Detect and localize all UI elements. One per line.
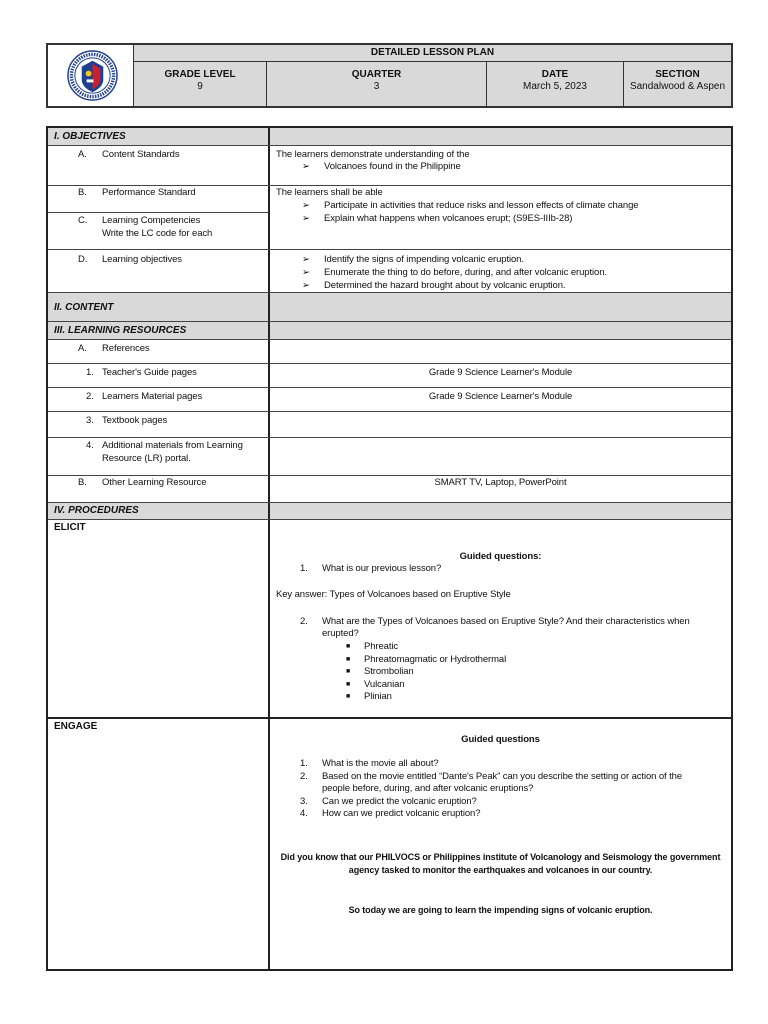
content-standards-row — [48, 146, 731, 186]
learners-material-num: 2. — [86, 391, 94, 402]
learners-material-row — [48, 388, 731, 412]
elicit-q2: What are the Types of Volcanoes based on Eruptive Style? And their characteristics when — [322, 616, 690, 627]
list-item: ■ Phreatic — [346, 641, 399, 652]
elicit-q1-num: 1. — [300, 563, 308, 574]
engage-q4: How can we predict volcanic eruption? — [322, 808, 481, 819]
section-label: SECTION — [655, 69, 700, 80]
engage-q3-num: 3. — [300, 796, 308, 807]
procedures-heading: IV. PROCEDURES — [48, 503, 270, 519]
engage-label: ENGAGE — [48, 719, 270, 969]
textbook-label: Textbook pages — [102, 415, 168, 426]
textbook-num: 3. — [86, 415, 94, 426]
content-heading: II. CONTENT — [48, 293, 270, 321]
date-value: March 5, 2023 — [523, 81, 587, 92]
content-heading-row — [48, 293, 731, 322]
additional-materials-num: 4. — [86, 440, 94, 451]
arrow-bullet-icon: ➢ — [302, 200, 310, 211]
additional-materials-label-2: Resource (LR) portal. — [102, 453, 191, 464]
learning-objectives-label: Learning objectives — [102, 254, 182, 265]
elicit-guided-heading: Guided questions: — [459, 551, 542, 562]
lesson-plan-title: DETAILED LESSON PLAN — [134, 45, 731, 62]
engage-q1: What is the movie all about? — [322, 758, 439, 769]
performance-standard-row — [48, 186, 731, 214]
objectives-heading: I. OBJECTIVES — [48, 128, 270, 145]
today-statement: So today we are going to learn the impending signs of volcanic eruption. — [348, 905, 653, 915]
resources-heading-row — [48, 322, 731, 340]
engage-q2-cont: people before, during, and after volcanic eruptions? — [322, 783, 534, 794]
square-bullet-icon: ■ — [346, 681, 351, 688]
learning-objectives-row — [48, 250, 731, 293]
arrow-bullet-icon: ➢ — [302, 280, 310, 291]
elicit-key-answer: Key answer: Types of Volcanoes based on Eruptive Style — [276, 589, 511, 600]
engage-q4-num: 4. — [300, 808, 308, 819]
elicit-q1: What is our previous lesson? — [322, 563, 442, 574]
date-cell — [487, 62, 624, 106]
list-item: ■ Strombolian — [346, 666, 414, 677]
list-item: ➢ Volcanoes found in the Philippine — [302, 161, 461, 172]
list-item: ■ Vulcanian — [346, 679, 405, 690]
engage-guided-heading: Guided questions — [461, 734, 540, 745]
learning-competencies-row — [48, 212, 731, 250]
learning-objectives-letter: D. — [78, 254, 88, 265]
lesson-plan-header — [46, 43, 733, 108]
learning-competencies-letter: C. — [78, 215, 88, 226]
list-item: ■ Plinian — [346, 691, 392, 702]
engage-q2-num: 2. — [300, 771, 308, 782]
elicit-row — [48, 520, 731, 719]
textbook-row — [48, 412, 731, 438]
teachers-guide-row — [48, 364, 731, 388]
square-bullet-icon: ■ — [346, 693, 351, 700]
arrow-bullet-icon: ➢ — [302, 267, 310, 278]
teachers-guide-value: Grade 9 Science Learner's Module — [428, 367, 573, 378]
square-bullet-icon: ■ — [346, 643, 351, 650]
references-label: References — [102, 343, 150, 354]
references-row — [48, 340, 731, 364]
teachers-guide-label: Teacher's Guide pages — [102, 367, 197, 378]
grade-level-cell — [134, 62, 267, 106]
learning-competencies-label: Learning Competencies — [102, 215, 201, 226]
performance-standard-letter: B. — [78, 187, 87, 198]
learners-material-value: Grade 9 Science Learner's Module — [428, 391, 573, 402]
other-resource-value: SMART TV, Laptop, PowerPoint — [434, 477, 567, 488]
list-item: ➢ Enumerate the thing to do before, during, and after volcanic eruption. — [302, 267, 607, 278]
list-item: ➢ Explain what happens when volcanoes erupt; (S9ES-IIIb-28) — [302, 213, 573, 224]
additional-materials-label: Additional materials from Learning — [102, 440, 243, 451]
list-item: ■ Phreatomagmatic or Hydrothermal — [346, 654, 507, 665]
list-item: ➢ Participate in activities that reduce risks and lesson effects of climate change — [302, 200, 639, 211]
seal-cell — [48, 45, 134, 106]
learning-competencies-note: Write the LC code for each — [102, 228, 213, 239]
learners-material-label: Learners Material pages — [102, 391, 203, 402]
content-standards-letter: A. — [78, 149, 87, 160]
performance-standard-intro: The learners shall be able — [276, 187, 383, 198]
square-bullet-icon: ■ — [346, 656, 351, 663]
engage-q3: Can we predict the volcanic eruption? — [322, 796, 477, 807]
did-you-know-line-1: Did you know that our PHILVOCS or Philippines institute of Volcanology and Seismology the government — [280, 852, 721, 862]
other-resource-label: Other Learning Resource — [102, 477, 207, 488]
arrow-bullet-icon: ➢ — [302, 213, 310, 224]
grade-level-value: 9 — [197, 81, 203, 92]
content-standards-intro: The learners demonstrate understanding of the — [276, 149, 470, 160]
quarter-cell — [267, 62, 487, 106]
list-item: ➢ Identify the signs of impending volcanic eruption. — [302, 254, 524, 265]
grade-level-label: GRADE LEVEL — [164, 69, 236, 80]
lesson-plan-table — [46, 126, 733, 971]
performance-standard-label: Performance Standard — [102, 187, 196, 198]
date-label: DATE — [541, 69, 569, 80]
other-resource-row — [48, 476, 731, 503]
section-value: Sandalwood & Aspen — [629, 81, 726, 92]
square-bullet-icon: ■ — [346, 668, 351, 675]
elicit-q2-cont: erupted? — [322, 628, 359, 639]
did-you-know-line-2: agency tasked to monitor the earthquakes and volcanoes in our country. — [348, 865, 653, 875]
procedures-heading-row — [48, 503, 731, 520]
resources-heading: III. LEARNING RESOURCES — [48, 322, 270, 339]
engage-q1-num: 1. — [300, 758, 308, 769]
section-cell — [624, 62, 731, 106]
content-standards-label: Content Standards — [102, 149, 180, 160]
teachers-guide-num: 1. — [86, 367, 94, 378]
objectives-heading-row — [48, 128, 731, 146]
elicit-label: ELICIT — [48, 520, 270, 717]
deped-seal-logo — [67, 50, 118, 101]
engage-q2: Based on the movie entitled “Dante's Peak” can you describe the setting or action of the — [322, 771, 683, 782]
engage-row — [48, 719, 731, 969]
arrow-bullet-icon: ➢ — [302, 161, 310, 172]
references-letter: A. — [78, 343, 87, 354]
arrow-bullet-icon: ➢ — [302, 254, 310, 265]
list-item: ➢ Determined the hazard brought about by volcanic eruption. — [302, 280, 566, 291]
quarter-value: 3 — [373, 81, 380, 92]
additional-materials-row — [48, 438, 731, 476]
quarter-label: QUARTER — [351, 69, 402, 80]
elicit-q2-num: 2. — [300, 616, 308, 627]
other-resource-letter: B. — [78, 477, 87, 488]
